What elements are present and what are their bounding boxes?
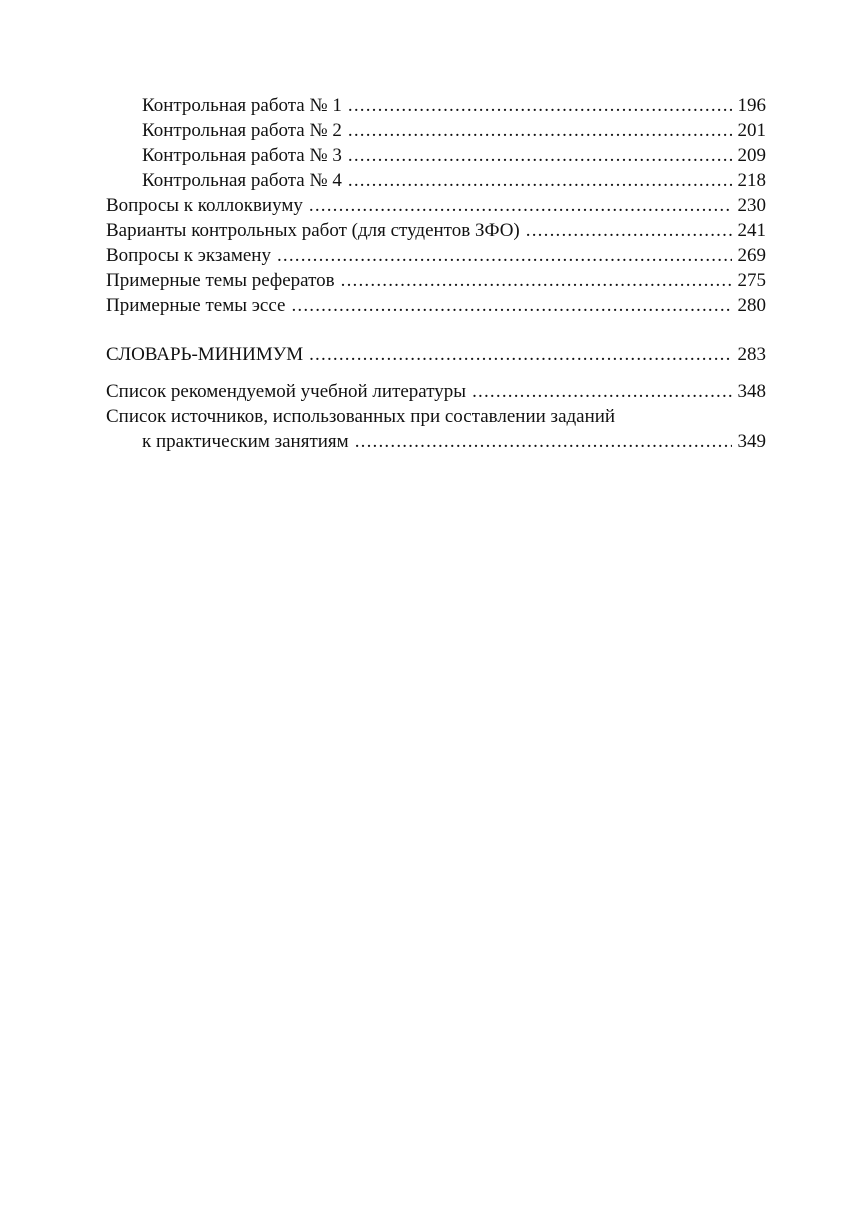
toc-entry (106, 243, 766, 268)
toc-entry-dictionary (106, 342, 766, 367)
toc-entry (106, 143, 766, 168)
dot-leader (355, 429, 732, 454)
dot-leader (526, 218, 732, 243)
toc-entry-page: 218 (737, 170, 766, 191)
dot-leader (277, 243, 732, 268)
table-of-contents (106, 93, 766, 454)
toc-entry-title: Примерные темы рефератов (106, 270, 335, 291)
toc-entry-page: 230 (737, 195, 766, 216)
toc-entry-page: 196 (737, 95, 766, 116)
toc-entry-page: 349 (737, 431, 766, 452)
toc-entry-title: Контрольная работа № 3 (142, 145, 342, 166)
toc-entry-title: Контрольная работа № 1 (142, 95, 342, 116)
toc-entry-page: 241 (737, 220, 766, 241)
dot-leader (348, 143, 732, 168)
toc-entry-page: 275 (737, 270, 766, 291)
toc-entry-page: 280 (737, 295, 766, 316)
dot-leader (472, 379, 732, 404)
toc-entry (106, 118, 766, 143)
toc-entry-page: 283 (737, 344, 766, 365)
toc-entry (106, 268, 766, 293)
dot-leader (309, 193, 732, 218)
dot-leader (348, 93, 732, 118)
toc-entry (106, 93, 766, 118)
toc-entry (106, 193, 766, 218)
spacer (106, 318, 766, 342)
toc-entry-title: Контрольная работа № 2 (142, 120, 342, 141)
dot-leader (348, 118, 732, 143)
toc-entry-title: к практическим занятиям (142, 431, 349, 452)
toc-entry-page: 209 (737, 145, 766, 166)
toc-entry-literature (106, 379, 766, 404)
toc-entry-title: Вопросы к коллоквиуму (106, 195, 303, 216)
toc-entry-title: Вопросы к экзамену (106, 245, 271, 266)
toc-entry-page: 348 (737, 381, 766, 402)
spacer (106, 367, 766, 379)
dot-leader (309, 342, 732, 367)
dot-leader (341, 268, 732, 293)
toc-entry-page: 201 (737, 120, 766, 141)
toc-entry-title: Примерные темы эссе (106, 295, 286, 316)
toc-entry-sources-line1: Список источников, использованных при составлении заданий (106, 406, 616, 427)
toc-entry-title: Список рекомендуемой учебной литературы (106, 381, 467, 402)
toc-entry-sources (106, 429, 766, 454)
toc-entry (106, 168, 766, 193)
toc-entry (106, 293, 766, 318)
dot-leader (348, 168, 732, 193)
toc-entry-title: СЛОВАРЬ-МИНИМУМ (106, 344, 304, 365)
toc-entry-title: Варианты контрольных работ (для студентов ЗФО) (106, 220, 520, 241)
dot-leader (291, 293, 732, 318)
toc-entry-title: Контрольная работа № 4 (142, 170, 342, 191)
toc-entry (106, 218, 766, 243)
toc-entry-page: 269 (737, 245, 766, 266)
